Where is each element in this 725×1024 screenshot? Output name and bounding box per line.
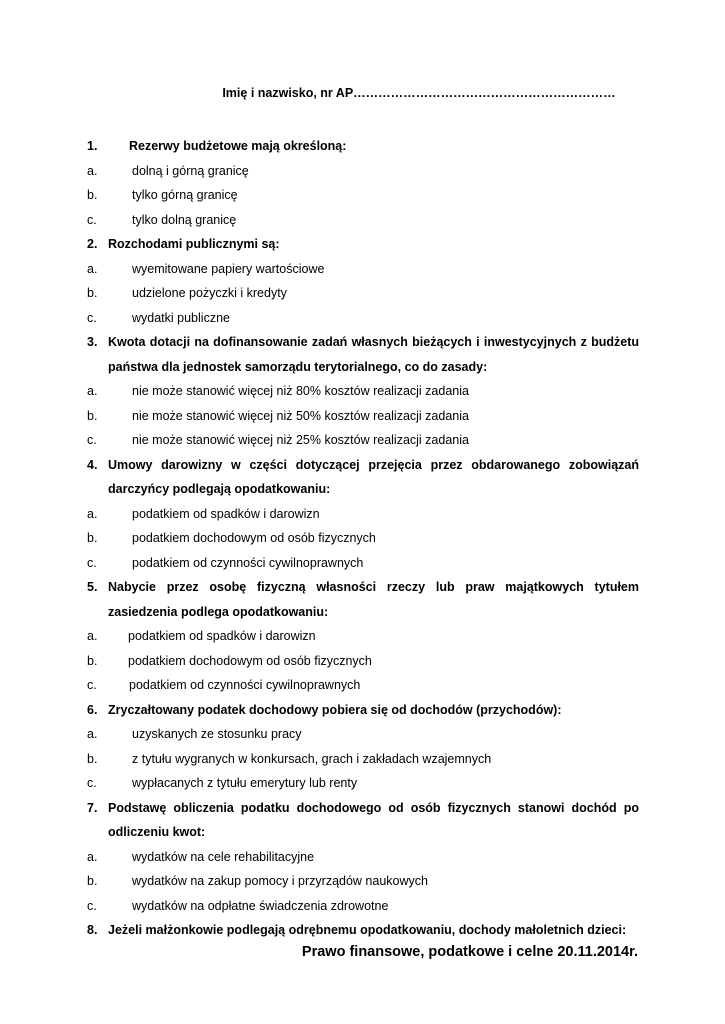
option-text: wydatki publiczne	[132, 310, 230, 325]
option-text: wydatków na odpłatne świadczenia zdrowotne	[132, 898, 389, 913]
option-letter: a.	[87, 849, 98, 864]
option-letter: a.	[87, 727, 98, 741]
question-number: 1.	[87, 139, 98, 153]
option-5b	[87, 649, 639, 674]
option-2c	[87, 306, 639, 331]
option-letter: b.	[87, 653, 98, 668]
option-4a	[87, 502, 639, 527]
option-7b	[87, 869, 639, 894]
question-number: 3.	[87, 335, 98, 349]
option-1b	[87, 183, 639, 208]
question-4	[87, 453, 639, 502]
question-number: 8.	[87, 923, 98, 937]
option-letter: c.	[87, 776, 97, 790]
option-text: wypłacanych z tytułu emerytury lub renty	[132, 776, 358, 790]
question-text: Podstawę obliczenia podatku dochodowego od osób fizycznych stanowi dochód po odliczeniu kwot:	[108, 800, 639, 839]
option-4c	[87, 551, 639, 576]
question-2	[87, 232, 639, 257]
option-letter: b.	[87, 874, 98, 888]
option-text: podatkiem od czynności cywilnoprawnych	[132, 555, 364, 570]
option-3c	[87, 428, 639, 453]
option-letter: b.	[87, 531, 98, 545]
question-text: Rozchodami publicznymi są:	[108, 237, 280, 251]
option-text: nie może stanowić więcej niż 50% kosztów realizacji zadania	[132, 408, 469, 423]
question-text: Zryczałtowany podatek dochodowy pobiera się od dochodów (przychodów):	[108, 702, 562, 717]
name-and-ap-field-label: Imię i nazwisko, nr AP………………………………………………………	[222, 86, 616, 100]
question-text: Nabycie przez osobę fizyczną własności rzeczy lub praw majątkowych tytułem zasiedzenia podlega opodatkowaniu:	[108, 580, 639, 619]
option-7c	[87, 894, 639, 919]
option-6a	[87, 722, 639, 747]
option-3b	[87, 404, 639, 429]
option-letter: b.	[87, 286, 98, 300]
option-letter: a.	[87, 506, 98, 521]
option-text: tylko górną granicę	[132, 188, 238, 202]
option-2a	[87, 257, 639, 282]
option-text: uzyskanych ze stosunku pracy	[132, 727, 302, 741]
question-number: 5.	[87, 580, 98, 594]
question-number: 7.	[87, 800, 98, 815]
option-letter: c.	[87, 555, 97, 570]
question-text: Kwota dotacji na dofinansowanie zadań własnych bieżących i inwestycyjnych z budżetu państwa dla jednostek samorządu terytorialnego, co do zasady:	[108, 335, 639, 374]
option-letter: a.	[87, 629, 98, 643]
option-text: z tytułu wygranych w konkursach, grach i zakładach wzajemnych	[132, 751, 492, 766]
question-8	[87, 918, 639, 943]
option-text: dolną i górną granicę	[132, 163, 249, 178]
option-letter: c.	[87, 310, 97, 325]
question-text: Rezerwy budżetowe mają określoną:	[129, 139, 347, 153]
option-text: podatkiem od czynności cywilnoprawnych	[129, 678, 361, 692]
option-1a	[87, 159, 639, 184]
option-5c	[87, 673, 639, 698]
question-text: Jeżeli małżonkowie podlegają odrębnemu opodatkowaniu, dochody małoletnich dzieci:	[108, 923, 627, 937]
option-text: nie może stanowić więcej niż 25% kosztów realizacji zadania	[132, 433, 469, 447]
option-letter: a.	[87, 261, 98, 276]
question-list	[87, 134, 639, 943]
option-letter: a.	[87, 384, 98, 398]
option-letter: c.	[87, 678, 97, 692]
option-letter: c.	[87, 433, 97, 447]
option-text: podatkiem od spadków i darowizn	[128, 629, 316, 643]
option-text: wyemitowane papiery wartościowe	[132, 261, 325, 276]
option-text: nie może stanowić więcej niż 80% kosztów realizacji zadania	[132, 384, 469, 398]
option-letter: c.	[87, 898, 97, 913]
option-letter: b.	[87, 188, 98, 202]
option-text: podatkiem od spadków i darowizn	[132, 506, 320, 521]
question-1	[87, 134, 639, 159]
question-3	[87, 330, 639, 379]
option-text: wydatków na cele rehabilitacyjne	[132, 849, 315, 864]
option-letter: b.	[87, 408, 98, 423]
option-6c	[87, 771, 639, 796]
question-number: 2.	[87, 237, 98, 251]
course-footer-title: Prawo finansowe, podatkowe i celne 20.11.2014r.	[301, 944, 638, 960]
option-text: tylko dolną granicę	[132, 212, 237, 227]
question-number: 6.	[87, 702, 98, 717]
option-6b	[87, 747, 639, 772]
question-7	[87, 796, 639, 845]
option-3a	[87, 379, 639, 404]
option-text: wydatków na zakup pomocy i przyrządów naukowych	[132, 874, 428, 888]
question-text: Umowy darowizny w części dotyczącej przejęcia przez obdarowanego zobowiązań darczyńcy podlegają opodatkowaniu:	[108, 457, 639, 496]
question-number: 4.	[87, 457, 98, 472]
option-4b	[87, 526, 639, 551]
option-letter: c.	[87, 212, 97, 227]
option-text: podatkiem dochodowym od osób fizycznych	[128, 653, 372, 668]
question-5	[87, 575, 639, 624]
option-text: udzielone pożyczki i kredyty	[132, 286, 287, 300]
option-text: podatkiem dochodowym od osób fizycznych	[132, 531, 376, 545]
option-letter: a.	[87, 163, 98, 178]
option-1c	[87, 208, 639, 233]
option-2b	[87, 281, 639, 306]
option-5a	[87, 624, 639, 649]
question-6	[87, 698, 639, 723]
option-letter: b.	[87, 751, 98, 766]
option-7a	[87, 845, 639, 870]
